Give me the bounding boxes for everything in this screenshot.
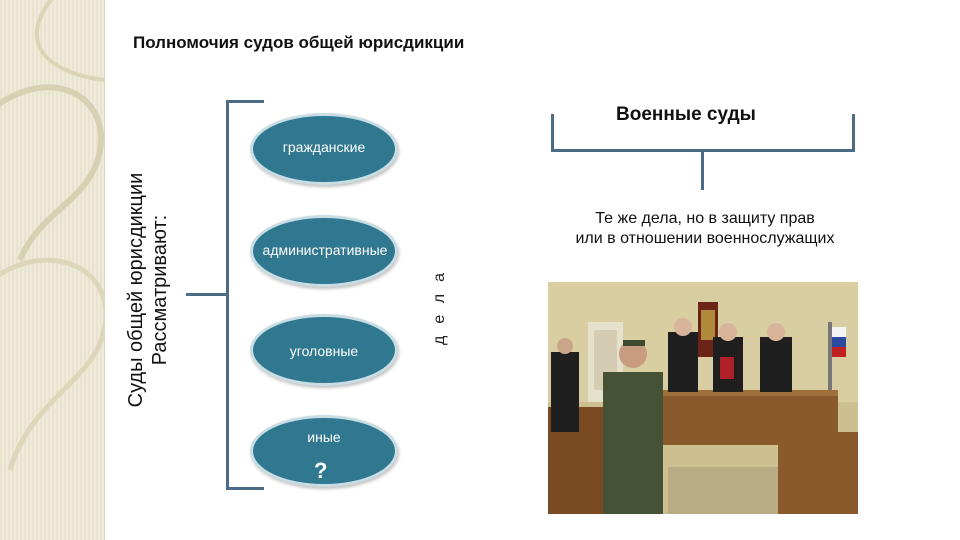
category-civil-label: гражданские xyxy=(282,139,366,155)
military-connector xyxy=(701,152,704,190)
category-other-label: иные xyxy=(307,429,341,445)
courtroom-illustration xyxy=(548,282,858,514)
decorative-divider xyxy=(104,0,105,540)
vertical-heading-line2: Рассматривают: xyxy=(149,214,171,366)
heading-connector xyxy=(186,293,228,296)
category-criminal-label: уголовные xyxy=(289,343,359,359)
courtroom-photo xyxy=(548,282,858,514)
military-courts-description xyxy=(530,209,880,249)
cases-label: дела xyxy=(431,261,448,345)
military-courts-title: Военные суды xyxy=(616,104,756,125)
military-bracket xyxy=(551,114,855,152)
slide-title: Полномочия судов общей юрисдикции xyxy=(133,33,465,52)
vertical-heading-line1: Суды общей юрисдикции xyxy=(125,172,147,408)
question-mark: ? xyxy=(314,458,328,483)
decorative-side-strip xyxy=(0,0,104,540)
category-administrative-label: административные xyxy=(262,242,388,258)
military-description-line1: Те же дела, но в защиту прав xyxy=(595,210,815,227)
vertical-heading xyxy=(124,173,172,408)
decorative-swirl-graphic xyxy=(0,0,104,540)
military-description-line2: или в отношении военнослужащих xyxy=(575,230,835,247)
